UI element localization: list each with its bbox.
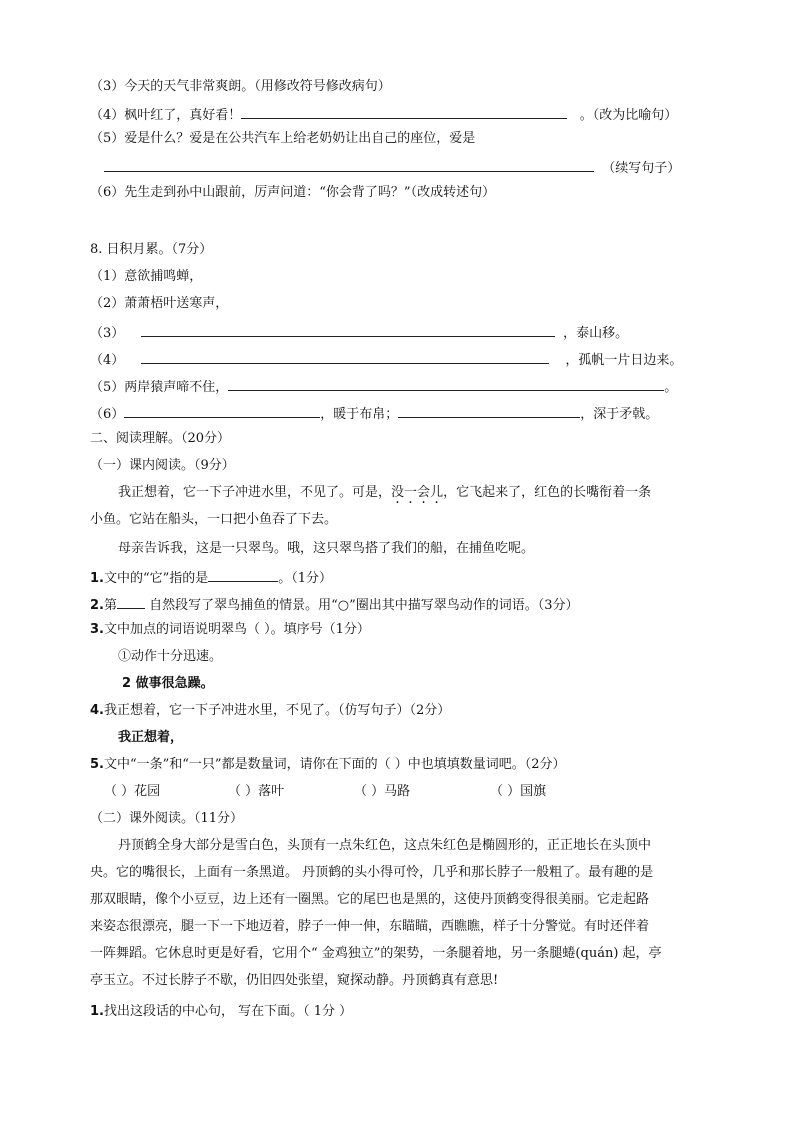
q2-number: 2. [90, 598, 104, 613]
q2-answer-line[interactable] [117, 594, 145, 609]
passage2-line: 丹顶鹤全身大部分是雪白色，头顶有一点朱红色，这点朱红色是椭圆形的，正正地长在头顶中 [118, 838, 652, 853]
q8-line3 [90, 322, 628, 343]
q8-line6 [90, 403, 658, 424]
q7-item4-answer-line[interactable] [241, 104, 567, 119]
q7-item5-suffix: （续写句子） [602, 161, 681, 176]
q8-line3-answer[interactable] [141, 322, 555, 337]
passage1-para1-line1 [118, 484, 651, 502]
q1-number: 1. [90, 571, 104, 586]
q2-text-a: 第 [103, 598, 117, 613]
q3-text: 文中加点的词语说明翠鸟（ ）。填序号（1分） [103, 622, 370, 637]
part2-q1 [90, 1003, 352, 1021]
q7-item3: （3）今天的天气非常爽朗。（用修改符号修改病句） [90, 79, 391, 94]
passage1-text-a: 我正想着，它一下子冲进水里，不见了。可是， [118, 485, 392, 500]
part1-q3 [90, 621, 370, 639]
q3-option1: ①动作十分迅速。 [118, 649, 223, 664]
q8-line5-answer[interactable] [228, 376, 664, 391]
passage2-line: 亭玉立。不过长脖子不歇，仍旧四处张望，窥探动静。丹顶鹤真有意思! [90, 973, 499, 988]
q8-line3-num: （3） [90, 326, 125, 341]
part2-title: （二）课外阅读。（11分） [90, 811, 244, 826]
q7-item4 [90, 104, 677, 125]
q5-item: （ ）国旗 [490, 784, 547, 799]
part1-q2 [90, 594, 579, 615]
dotted-char: 一 [404, 485, 418, 500]
passage2-line: 来姿态很漂亮，腿一下一下地迈着，脖子一伸一伸，东瞄瞄，西瞧瞧，样子十分警觉。有时还伴着 [90, 919, 650, 934]
q7-item4-suffix: 。（改为比喻句） [579, 108, 678, 123]
q5-text: 文中“一条”和“一只”都是数量词，请你在下面的（ ）中也填填数量词吧。（2分） [103, 757, 566, 772]
q8-line5-end: 。 [664, 380, 678, 395]
q5-item: （ ）花园 [104, 784, 161, 799]
oq1-number: 1. [90, 1004, 104, 1019]
q8-line6-mid: ，暖于布帛； [320, 407, 399, 422]
section2-title: 二、阅读理解。（20分） [90, 431, 231, 446]
q8-line6-answer2[interactable] [398, 403, 580, 418]
q1-answer-line[interactable] [208, 567, 278, 582]
q7-item5-answer-line[interactable] [104, 157, 594, 172]
q8-title: 8. 日积月累。（7分） [90, 242, 213, 257]
q8-line4-answer[interactable] [141, 349, 549, 364]
q5-number: 5. [90, 757, 104, 772]
q8-line4-num: （4） [90, 353, 125, 368]
q7-item4-text: （4）枫叶红了，真好看！ [90, 108, 242, 123]
dotted-char: 会 [417, 485, 431, 500]
q8-line5 [90, 376, 677, 397]
oq1-text: 找出这段话的中心句， 写在下面。（ 1分 ） [103, 1004, 353, 1019]
q7-item6: （6）先生走到孙中山跟前，厉声问道：“你会背了吗？”（改成转述句） [90, 185, 496, 200]
q3-option2: 2 做事很急躁。 [122, 676, 214, 691]
q7-item5: （5）爱是什么？爱是在公共汽车上给老奶奶让出自己的座位，爱是 [90, 131, 476, 146]
q8-line6-answer1[interactable] [124, 403, 320, 418]
passage1-para1-line2: 小鱼。它站在船头，一口把小鱼吞了下去。 [90, 512, 338, 527]
q8-line2: （2）萧萧梧叶送寒声， [90, 296, 229, 311]
q1-text: 文中的“它”指的是 [103, 571, 209, 586]
q1-score: 。（1分） [278, 571, 333, 586]
q4-text: 我正想着，它一下子冲进水里，不见了。（仿写句子）（2分） [103, 703, 451, 718]
q4-answer-start: 我正想着， [118, 730, 184, 745]
passage2-line: 那双眼睛，像个小豆豆，边上还有一圈黑。它的尾巴也是黑的，这使丹顶鹤变得很美丽。它走起路 [90, 892, 650, 907]
dotted-char: 没 [391, 485, 405, 500]
q8-line4-end: ，孤帆一片日边来。 [565, 353, 683, 368]
q5-item: （ ）马路 [354, 784, 411, 799]
passage2-line: 央。它的嘴很长，上面有一条黑道。 丹顶鹤的头小得可怜，几乎和那长脖子一般粗了。最有趣的是 [90, 865, 654, 880]
q3-number: 3. [90, 622, 104, 637]
q8-line4 [90, 349, 682, 370]
part1-q4 [90, 702, 450, 720]
q8-line3-end: ，泰山移。 [563, 326, 629, 341]
q8-line6-num: （6） [90, 407, 125, 422]
part1-q5 [90, 756, 565, 774]
q8-line6-end: ，深于矛戟。 [580, 407, 659, 422]
q5-item: （ ）落叶 [228, 784, 285, 799]
passage1-para2: 母亲告诉我，这是一只翠鸟。哦，这只翠鸟搭了我们的船，在捕鱼吃呢。 [118, 541, 535, 556]
part1-q1 [90, 567, 332, 588]
q4-number: 4. [90, 703, 104, 718]
q8-line1: （1）意欲捕鸣蝉， [90, 269, 203, 284]
q2-text-b: 自然段写了翠鸟捕鱼的情景。用“○”圈出其中描写翠鸟动作的词语。（3分） [145, 598, 579, 613]
dotted-char: 儿 [430, 485, 444, 500]
passage1-text-b: ，它飞起来了，红色的长嘴衔着一条 [443, 485, 652, 500]
part1-title: （一）课内阅读。（9分） [90, 458, 235, 473]
q8-line5-start: （5）两岸猿声啼不住， [90, 380, 229, 395]
passage2-line: 一阵舞蹈。它休息时更是好看，它用个“ 金鸡独立”的架势，一条腿着地，另一条腿蜷(quán) 起，亭 [90, 946, 662, 961]
q7-item5-line [104, 157, 680, 178]
